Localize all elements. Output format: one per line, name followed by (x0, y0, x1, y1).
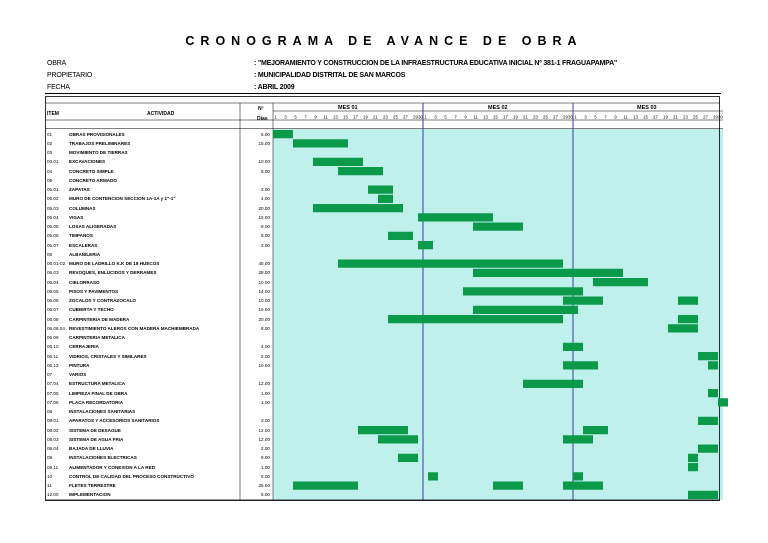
gantt-bar (418, 241, 433, 249)
row-dias: 10.00 (258, 298, 270, 303)
row-item-code: 06.04 (47, 279, 59, 285)
row-item-code: 06 (47, 251, 53, 257)
gantt-bar (368, 186, 393, 194)
row-item-code: 07.06 (47, 399, 59, 405)
day-tick: 25 (543, 114, 548, 120)
gantt-bar (378, 435, 418, 443)
day-tick: 3 (284, 114, 287, 120)
gantt-bar (338, 260, 563, 268)
row-dias: 12.00 (258, 427, 270, 433)
row-activity: CONCRETO SIMPLE (69, 168, 114, 174)
row-activity: REVESTIMIENTO ALEROS CON MADERA MACHIEMBRADA (69, 325, 200, 331)
gantt-bar (293, 139, 348, 147)
row-item-code: 06.09 (47, 335, 59, 340)
row-dias: 14.00 (258, 288, 270, 294)
col-dias-header: Dias (257, 116, 268, 122)
row-dias: 5.00 (261, 473, 270, 479)
row-activity: REVOQUES, ENLUCIDOS Y DERRAMES (69, 270, 157, 276)
day-tick: 30 (568, 114, 573, 120)
fecha-value: : ABRIL 2009 (254, 84, 295, 91)
row-dias: 20.00 (258, 205, 270, 211)
gantt-bar (273, 130, 293, 138)
row-activity: IMPLEMENTACION (69, 492, 111, 498)
day-tick: 23 (683, 114, 688, 120)
row-activity: TRABAJOS PRELIMINARES (69, 140, 131, 146)
propietario-value: : MUNICIPALIDAD DISTRITAL DE SAN MARCOS (254, 72, 406, 79)
row-activity: CONTROL DE CALIDAD DEL PROCESO CONSTRUCTIVO (69, 473, 194, 479)
col-item-header: ITEM (47, 111, 59, 117)
row-activity: VIDRIOS, CRISTALES Y SIMILARES (69, 353, 147, 359)
row-item-code: 06.06 (47, 298, 59, 303)
row-activity: ESTRUCTURA METALICA (69, 381, 126, 387)
day-tick: 5 (444, 114, 447, 120)
row-dias: 1.00 (261, 399, 270, 405)
day-tick: 17 (653, 114, 658, 120)
day-tick: 9 (464, 114, 467, 120)
gantt-bar (378, 195, 393, 203)
row-item-code: 08.03 (47, 436, 59, 442)
day-tick: 5 (294, 114, 297, 120)
day-tick: 19 (363, 114, 368, 120)
row-activity: ZAPATAS (69, 187, 90, 192)
row-dias: 5.00 (261, 492, 270, 498)
row-item-code: 06.01-02 (47, 261, 66, 266)
day-tick: 11 (623, 114, 628, 120)
row-item-code: 06.05 (47, 288, 59, 294)
row-dias: 12.00 (258, 436, 270, 442)
gantt-bar (523, 380, 583, 388)
gantt-bar (698, 352, 718, 360)
day-tick: 23 (383, 114, 388, 120)
row-dias: 5.00 (261, 131, 270, 137)
row-item-code: 07 (47, 372, 53, 377)
gantt-bar (313, 158, 363, 166)
row-item-code: 06.08.04 (47, 325, 65, 331)
gantt-bar (293, 482, 358, 490)
day-tick: 19 (663, 114, 668, 120)
day-tick: 1 (424, 114, 427, 120)
row-dias: 10.00 (258, 362, 270, 368)
row-dias: 1.00 (261, 464, 270, 470)
gantt-bar (563, 297, 603, 305)
row-activity: ALIMENTADOR Y CONEXION A LA RED (69, 464, 156, 470)
row-dias: 45.00 (258, 261, 270, 266)
gantt-bar (398, 454, 418, 462)
row-dias: 2.00 (261, 446, 270, 451)
row-activity: INSTALACIONES ELECTRICAS (69, 455, 137, 461)
row-dias: 8.00 (261, 233, 270, 239)
row-item-code: 05.06 (47, 233, 59, 239)
row-activity: CERRAJERIA (69, 344, 99, 350)
gantt-bar (593, 278, 648, 286)
row-item-code: 08.01 (47, 418, 59, 424)
gantt-bar (338, 167, 383, 175)
row-activity: CONCRETO ARMADO (69, 177, 117, 183)
day-tick: 15 (493, 114, 498, 120)
row-dias: 3.00 (261, 418, 270, 424)
row-dias: 15.00 (258, 140, 270, 146)
row-item-code: 03.01 (47, 159, 59, 165)
row-item-code: 04 (47, 168, 53, 174)
row-item-code: 06.07 (47, 307, 59, 313)
gantt-bar (688, 454, 698, 462)
row-dias: 8.00 (261, 168, 270, 174)
row-activity: FLETES TERRESTRE (69, 483, 116, 488)
day-tick: 29 (563, 114, 568, 120)
day-tick: 1 (274, 114, 277, 120)
day-tick: 3 (584, 114, 587, 120)
row-item-code: 07.04 (47, 381, 59, 387)
gantt-bar (493, 482, 523, 490)
fecha-label: FECHA (47, 84, 70, 91)
gantt-bar (573, 472, 583, 480)
row-activity: COLUMNAS (69, 205, 96, 211)
gantt-bar (313, 204, 403, 212)
gantt-bar (688, 491, 718, 499)
row-activity: TIMPANOS (69, 233, 93, 239)
gantt-bar (678, 297, 698, 305)
row-dias: 16.00 (258, 307, 270, 313)
day-tick: 21 (373, 114, 378, 120)
row-activity: BAJADA DE LLUVIA (69, 446, 114, 451)
row-dias: 8.00 (261, 455, 270, 461)
day-tick: 19 (513, 114, 518, 120)
row-dias: 10.00 (258, 279, 270, 285)
day-tick: 29 (413, 114, 418, 120)
row-item-code: 12.00 (47, 492, 59, 498)
obra-value: : "MEJORAMIENTO Y CONSTRUCCION DE LA INFRAESTRUCTURA EDUCATIVA INICIAL Nº 381-1 FRAGUAPAMPA" (254, 60, 618, 67)
gantt-bar (473, 306, 578, 314)
chart-background (273, 129, 723, 500)
gantt-bar (708, 361, 718, 369)
day-tick: 25 (693, 114, 698, 120)
month-2-header: MES 02 (488, 105, 508, 111)
gantt-bar (708, 389, 718, 397)
row-activity: ZOCALOS Y CONTRAZOCALO (69, 298, 136, 303)
row-item-code: 08.04 (47, 446, 59, 451)
day-tick: 30 (418, 114, 423, 120)
row-activity: CIELORRASO (69, 279, 100, 285)
row-item-code: 09 (47, 455, 53, 461)
row-dias: 2.00 (261, 353, 270, 359)
day-tick: 27 (703, 114, 708, 120)
row-item-code: 05.07 (47, 242, 59, 248)
gantt-bar (668, 324, 698, 332)
row-dias: 10.00 (258, 159, 270, 165)
gantt-bar (563, 361, 598, 369)
row-item-code: 05.05 (47, 224, 59, 229)
row-item-code: 06.10 (47, 344, 59, 350)
gantt-bar (428, 472, 438, 480)
row-item-code: 01 (47, 131, 53, 137)
day-tick: 27 (403, 114, 408, 120)
gantt-bar (563, 482, 603, 490)
row-activity: PISOS Y PAVIMENTOS (69, 288, 119, 294)
gantt-bar (698, 417, 718, 425)
row-activity: APARATOS Y ACCESORIOS SANITARIOS (69, 418, 160, 424)
gantt-bar (563, 343, 583, 351)
row-activity: INSTALACIONES SANITARIAS (69, 409, 136, 414)
row-item-code: 09.11 (47, 464, 59, 470)
gantt-bar (583, 426, 608, 434)
day-tick: 21 (523, 114, 528, 120)
row-item-code: 11 (47, 483, 52, 488)
row-item-code: 06.12 (47, 362, 59, 368)
row-item-code: 05.01 (47, 187, 59, 192)
row-activity: SISTEMA DE DESAGUE (69, 427, 121, 433)
day-tick: 15 (643, 114, 648, 120)
day-tick: 13 (483, 114, 488, 120)
row-activity: CUBIERTA Y TECHO (69, 307, 114, 313)
row-item-code: 05.04 (47, 214, 59, 220)
row-activity: MURO DE CONTENCION SECCION 1A-1A y 1"-1" (69, 196, 176, 202)
gantt-bar (473, 269, 623, 277)
day-tick: 25 (393, 114, 398, 120)
row-item-code: 05 (47, 177, 53, 183)
day-tick: 17 (503, 114, 508, 120)
gantt-bar (388, 315, 563, 323)
day-tick: 23 (533, 114, 538, 120)
row-dias: 3.00 (261, 242, 270, 248)
row-dias: 4.00 (261, 196, 270, 202)
gantt-bar (388, 232, 413, 240)
day-tick: 21 (673, 114, 678, 120)
day-tick: 17 (353, 114, 358, 120)
row-activity: PINTURA (69, 362, 90, 368)
gantt-bar (418, 213, 493, 221)
row-dias: 3.00 (261, 187, 270, 192)
row-dias: 25.00 (258, 483, 270, 488)
row-activity: LOSAS ALIGERADAS (69, 224, 117, 229)
row-item-code: 08.02 (47, 427, 59, 433)
day-tick: 27 (553, 114, 558, 120)
row-item-code: 10 (47, 473, 53, 479)
obra-label: OBRA (47, 60, 67, 67)
row-item-code: 05.03 (47, 205, 59, 211)
row-item-code: 05.02 (47, 196, 59, 202)
row-activity: MOVIMIENTO DE TIERRAS (69, 150, 128, 155)
col-n-header: Nº (258, 106, 264, 112)
day-tick: 9 (314, 114, 317, 120)
gantt-bar (463, 287, 583, 295)
day-tick: 7 (604, 114, 607, 120)
day-tick: 1 (574, 114, 577, 120)
day-tick: 7 (454, 114, 457, 120)
row-dias: 28.00 (258, 270, 270, 276)
row-dias: 12.00 (258, 381, 270, 387)
gantt-bar (698, 445, 718, 453)
day-tick: 13 (333, 114, 338, 120)
row-activity: EXCAVACIONES (69, 159, 106, 165)
row-item-code: 02 (47, 140, 53, 146)
day-tick: 13 (633, 114, 638, 120)
row-item-code: 03 (47, 150, 53, 155)
row-item-code: 08 (47, 409, 53, 414)
col-actividad-header: ACTIVIDAD (147, 111, 175, 117)
day-tick: 30 (718, 114, 723, 120)
row-activity: VIGAS (69, 214, 84, 220)
row-dias: 20.00 (258, 316, 270, 322)
row-activity: ALBAÑILERIA (69, 251, 101, 257)
gantt-bar (473, 223, 523, 231)
row-activity: LIMPIEZA FINAL DE OBRA (69, 390, 128, 396)
row-activity: OBRAS PROVISIONALES (69, 131, 125, 137)
row-item-code: 06.11 (47, 353, 59, 359)
row-dias: 8.00 (261, 224, 270, 229)
month-1-header: MES 01 (338, 105, 358, 111)
gantt-bar (688, 463, 698, 471)
day-tick: 11 (473, 114, 478, 120)
row-dias: 1.00 (261, 390, 270, 396)
row-activity: CARPINTERIA DE MADERA (69, 316, 130, 322)
day-tick: 11 (323, 114, 328, 120)
month-3-header: MES 03 (637, 105, 657, 111)
day-tick: 9 (614, 114, 617, 120)
row-item-code: 06.08 (47, 316, 59, 322)
day-tick: 5 (594, 114, 597, 120)
gantt-bar (563, 435, 593, 443)
row-activity: SISTEMA DE AGUA FRIA (69, 436, 124, 442)
row-activity: VARIOS (69, 372, 87, 377)
gantt-bar (358, 426, 408, 434)
row-dias: 8.00 (261, 325, 270, 331)
row-item-code: 07.05 (47, 390, 59, 396)
gantt-bar (678, 315, 698, 323)
row-item-code: 06.03 (47, 270, 59, 276)
row-activity: MURO DE LADRILLO K.K DE 18 HUECOS (69, 261, 160, 266)
document-title: CRONOGRAMA DE AVANCE DE OBRA (185, 34, 583, 48)
row-activity: ESCALERAS (69, 242, 98, 248)
gantt-bar (718, 398, 728, 406)
day-tick: 7 (304, 114, 307, 120)
row-dias: 4.00 (261, 344, 270, 350)
day-tick: 3 (434, 114, 437, 120)
row-activity: CARPINTERIA METALICA (69, 335, 125, 340)
row-activity: PLACA RECORDATORIA (69, 399, 124, 405)
day-tick: 29 (713, 114, 718, 120)
day-tick: 15 (343, 114, 348, 120)
propietario-label: PROPIETARIO (47, 72, 93, 79)
row-dias: 15.00 (258, 214, 270, 220)
